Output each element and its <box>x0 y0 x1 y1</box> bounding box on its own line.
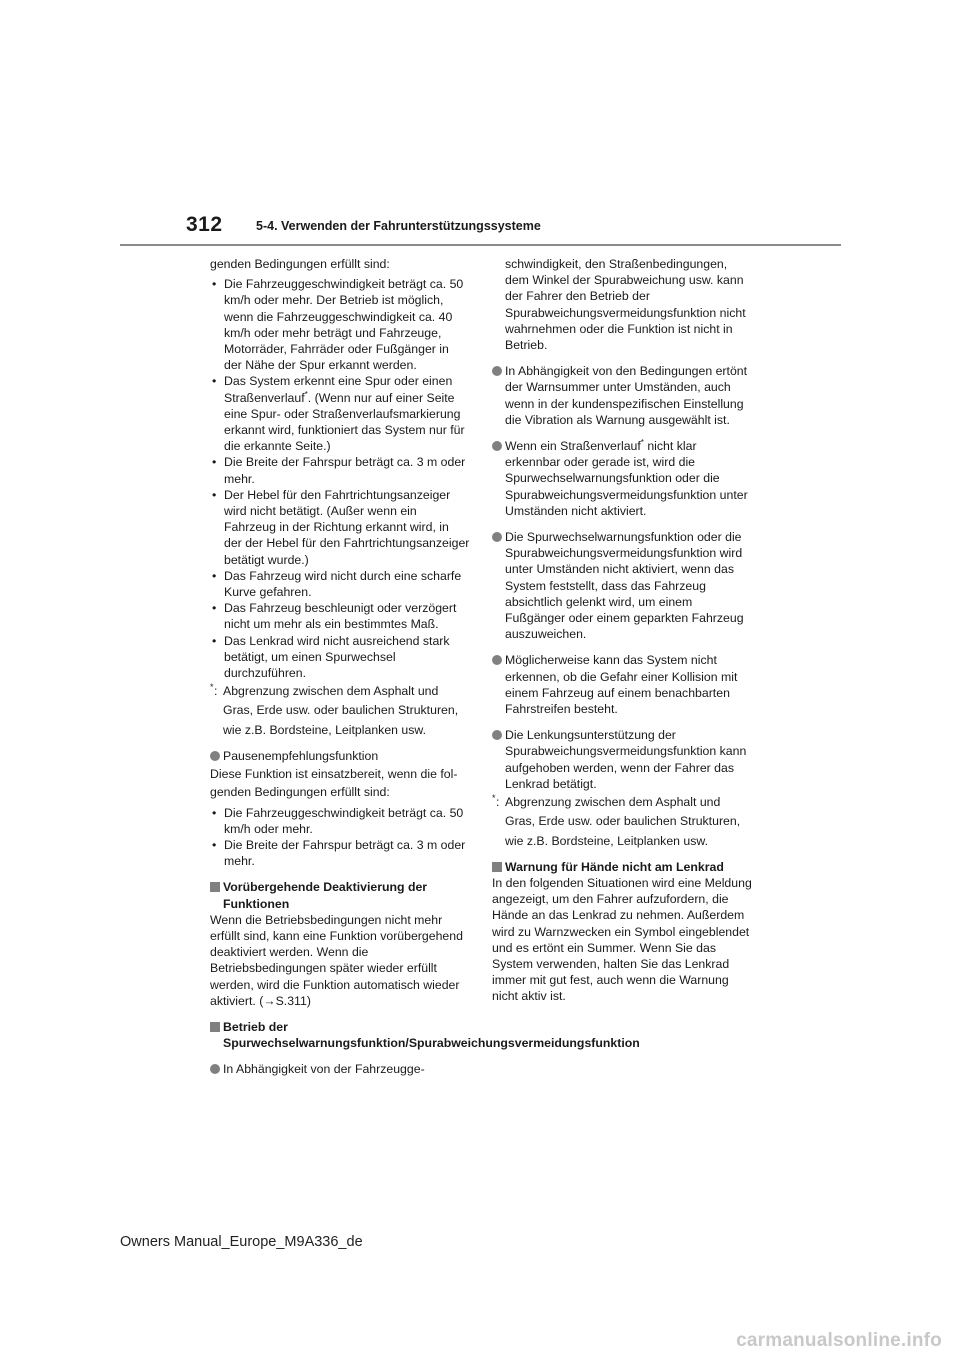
footnote <box>492 794 752 849</box>
note-item <box>492 727 752 792</box>
circle-bullet-icon <box>210 1064 220 1074</box>
section-title: 5-4. Verwenden der Fahrunterstützungssysteme <box>256 219 541 233</box>
circle-bullet-icon <box>492 441 502 451</box>
pause-text-line: genden Bedingungen erfüllt sind: <box>210 785 390 800</box>
circle-bullet-icon <box>492 366 502 376</box>
note-item-text: nicht klar erkennbar oder gerade ist, wird die Spurwechselwarnungsfunktion oder die Spurabweichungsvermeidungsfunktion unter Umständen nicht aktiviert. <box>505 439 748 518</box>
footnote-colon: : <box>496 795 500 810</box>
footnote-line: Gras, Erde usw. oder baulichen Strukturen, <box>505 814 741 829</box>
footnote-mark: * <box>492 793 496 804</box>
footnote-colon: : <box>214 684 218 699</box>
circle-bullet-icon <box>210 751 220 761</box>
condition-list <box>210 276 470 681</box>
footnote <box>210 683 470 738</box>
list-item: • Die Breite der Fahrspur beträgt ca. 3 m oder mehr. <box>210 454 470 486</box>
footnote-mark: * <box>210 682 214 693</box>
header-rule <box>120 244 841 246</box>
operation-item <box>210 1061 470 1077</box>
circle-bullet-icon <box>492 532 502 542</box>
square-bullet-icon <box>210 882 220 892</box>
footnote-line: Gras, Erde usw. oder baulichen Strukturen, <box>223 703 459 718</box>
operation-heading <box>210 1019 640 1051</box>
note-item <box>492 438 752 519</box>
list-item: • Die Fahrzeuggeschwindigkeit beträgt ca. 50 km/h oder mehr. Der Betrieb ist möglich, wenn die Fahrzeuggeschwindigkeit ca. 40 km/h oder mehr beträgt und Fahrzeuge, Motorräder, Fahrräder oder Fußgänger in der Nähe der Spur erkannt werden. <box>210 276 470 373</box>
note-item-text: In Abhängigkeit von den Bedingungen ertönt der Warnsummer unter Umständen, auch wenn in der kundenspezifischen Einstellung die Vibration als Warnung ausgewählt ist. <box>505 364 748 427</box>
footnote-line: wie z.B. Bordsteine, Leitplanken usw. <box>223 722 427 737</box>
footnote-line: wie z.B. Bordsteine, Leitplanken usw. <box>505 833 709 848</box>
asterisk-mark: * <box>640 437 644 447</box>
note-item-text: Möglicherweise kann das System nicht erkennen, ob die Gefahr einer Kollision mit einem Fahrzeug auf einem benachbarten Fahrstreifen besteht. <box>505 653 738 717</box>
list-item: • Das Fahrzeug beschleunigt oder verzögert nicht um mehr als ein bestimmtes Maß. <box>210 600 470 632</box>
pause-condition-list <box>210 805 470 870</box>
list-item <box>210 373 470 454</box>
deactivation-text <box>210 912 470 1009</box>
hands-off-text: In den folgenden Situationen wird eine Meldung angezeigt, um den Fahrer aufzufordern, die Hände an das Lenkrad zu nehmen. Außerdem wird zu Warnzwecken ein Symbol eingeblendet und es ertönt ein Summer. Wenn Sie das System verwenden, halten Sie das Lenkrad immer mit gut fest, auch wenn die Warnung nicht aktiv ist. <box>492 875 752 1004</box>
circle-bullet-icon <box>492 655 502 665</box>
hands-off-heading <box>492 859 752 875</box>
note-item <box>492 363 752 428</box>
list-item-text: . (Wenn nur auf einer Seite eine Spur- oder Straßenverlaufsmarkierung erkannt wird, funktioniert das System nur für die erkannte Seite.) <box>224 390 465 454</box>
operation-heading-text: Betrieb der Spurwechselwarnungsfunktion/Spurabweichungsvermeidungsfunktion <box>223 1019 640 1051</box>
arrow-icon: → <box>263 993 276 1008</box>
deactivation-heading <box>210 879 470 911</box>
list-item-text: Das System erkennt eine Spur oder einen Straßenverlauf <box>224 374 453 405</box>
hands-off-heading-text: Warnung für Hände nicht am Lenkrad <box>505 859 724 874</box>
footer-text: Owners Manual_Europe_M9A336_de <box>120 1234 363 1250</box>
square-bullet-icon <box>492 862 502 872</box>
list-item: • Das Fahrzeug wird nicht durch eine scharfe Kurve gefahren. <box>210 568 470 600</box>
list-item: • Die Breite der Fahrspur beträgt ca. 3 m oder mehr. <box>210 837 470 869</box>
list-item: • Die Fahrzeuggeschwindigkeit beträgt ca. 50 km/h oder mehr. <box>210 805 470 837</box>
note-item-text: Wenn ein Straßenverlauf <box>505 439 641 454</box>
page-number: 312 <box>186 213 223 236</box>
footnote-line: Abgrenzung zwischen dem Asphalt und <box>505 795 721 810</box>
page-reference: S.311) <box>275 993 311 1008</box>
deactivation-heading-text: Vorübergehende Deaktivierung der Funktionen <box>223 880 428 911</box>
continued-text-body: schwindigkeit, den Straßenbedingungen, dem Winkel der Spurabweichung usw. kann der Fahrer den Betrieb der Spurabweichungsvermeidungsfunktion nicht wahrnehmen oder die Funktion ist nicht in Betrieb. <box>505 257 746 353</box>
watermark: carmanualsonline.info <box>736 1330 942 1351</box>
intro-text: genden Bedingungen erfüllt sind: <box>210 257 390 271</box>
list-item: • Der Hebel für den Fahrtrichtungsanzeiger wird nicht betätigt. (Außer wenn ein Fahrzeug in der Richtung erkannt wird, in der der Hebel für den Fahrtrichtungsanzeiger betätigt wurde.) <box>210 487 470 568</box>
list-item: • Das Lenkrad wird nicht ausreichend stark betätigt, um einen Spurwechsel durchzuführen. <box>210 633 470 682</box>
square-bullet-icon <box>210 1022 220 1032</box>
right-column <box>492 256 752 1007</box>
pause-heading-text: Pausenempfehlungsfunktion <box>223 748 379 763</box>
note-item-text: Die Lenkungsunterstützung der Spurabweichungsvermeidungsfunktion kann aufgehoben werden, wenn der Fahrer das Lenkrad betätigt. <box>505 728 747 791</box>
deactivation-text-body: Wenn die Betriebsbedingungen nicht mehr erfüllt sind, kann eine Funktion vorübergehend deaktiviert werden. Wenn die Betriebsbedingungen später wieder erfüllt werden, wird die Funktion automatisch wieder aktiviert. ( <box>210 912 463 1008</box>
asterisk-mark: * <box>304 389 308 399</box>
circle-bullet-icon <box>492 730 502 740</box>
note-item-text: Die Spurwechselwarnungsfunktion oder die Spurabweichungsvermeidungsfunktion wird unter Umständen nicht aktiviert, wenn das System feststellt, dass das Fahrzeug absichtlich gelenkt wird, um einem Fußgänger oder einem geparkten Fahrzeug auszuweichen. <box>505 530 744 642</box>
operation-item-text: In Abhängigkeit von der Fahrzeugge- <box>223 1062 425 1077</box>
pause-text-line: Diese Funktion ist einsatzbereit, wenn die fol- <box>210 767 458 782</box>
note-item <box>492 529 752 642</box>
continued-text <box>492 256 752 353</box>
pause-heading <box>210 748 470 764</box>
footnote-line: Abgrenzung zwischen dem Asphalt und <box>223 684 439 699</box>
note-item <box>492 652 752 717</box>
